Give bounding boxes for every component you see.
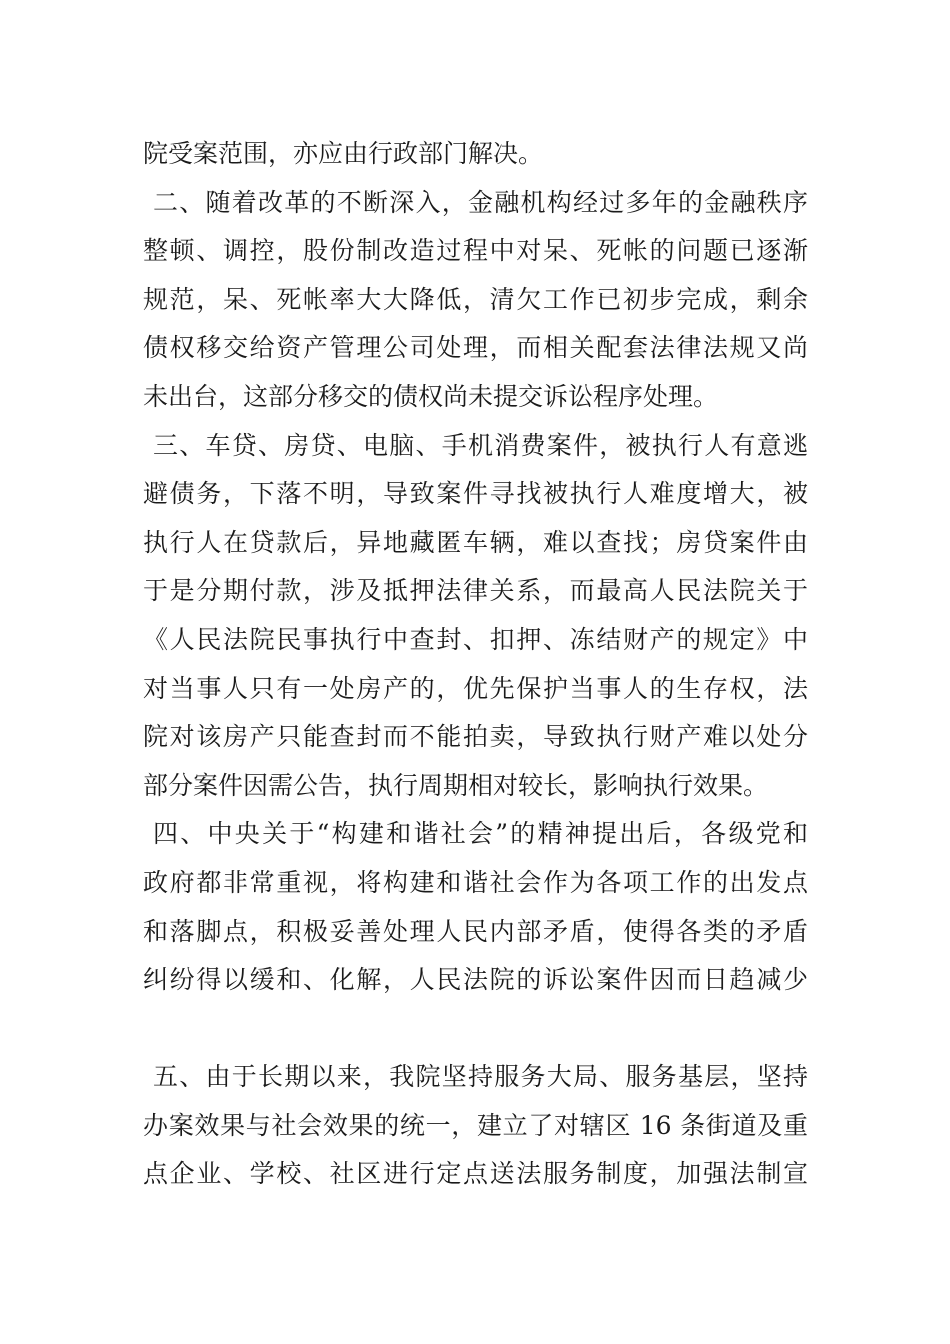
text-line: 执行人在贷款后，异地藏匿车辆，难以查找；房贷案件由 <box>143 527 808 557</box>
paragraph-3-line: 三、车贷、房贷、电脑、手机消费案件，被执行人有意逃 <box>153 430 808 460</box>
paragraph-gap <box>143 1005 808 1054</box>
text-line: 点企业、学校、社区进行定点送法服务制度，加强法制宣 <box>143 1159 808 1189</box>
text-line: 院受案范围，亦应由行政部门解决。 <box>143 139 544 168</box>
text-line: 纠纷得以缓和、化解，人民法院的诉讼案件因而日趋减少 <box>143 965 808 995</box>
text-line: 政府都非常重视，将构建和谐社会作为各项工作的出发点 <box>143 867 808 897</box>
paragraph-2-line: 二、随着改革的不断深入，金融机构经过多年的金融秩序 <box>153 187 808 217</box>
text-line: 规范，呆、死帐率大大降低，清欠工作已初步完成，剩余 <box>143 284 808 314</box>
paragraph-5-line: 五、由于长期以来，我院坚持服务大局、服务基层，坚持 <box>153 1062 808 1092</box>
paragraph-4-line: 四、中央关于“构建和谐社会”的精神提出后，各级党和 <box>153 819 808 849</box>
text-line: 和落脚点，积极妥善处理人民内部矛盾，使得各类的矛盾 <box>143 916 808 946</box>
text-line: 《人民法院民事执行中查封、扣押、冻结财产的规定》中 <box>143 624 808 654</box>
text-line: 院对该房产只能查封而不能拍卖，导致执行财产难以处分 <box>143 722 808 752</box>
text-line: 对当事人只有一处房产的，优先保护当事人的生存权，法 <box>143 673 808 703</box>
text-line: 避债务，下落不明，导致案件寻找被执行人难度增大，被 <box>143 479 808 509</box>
text-line: 于是分期付款，涉及抵押法律关系，而最高人民法院关于 <box>143 576 808 606</box>
text-line: 未出台，这部分移交的债权尚未提交诉讼程序处理。 <box>143 381 719 411</box>
text-line: 整顿、调控，股份制改造过程中对呆、死帐的问题已逐渐 <box>143 236 808 266</box>
document-body <box>143 130 808 1199</box>
text-line: 办案效果与社会效果的统一，建立了对辖区 16 条街道及重 <box>143 1110 808 1140</box>
text-line: 债权移交给资产管理公司处理，而相关配套法律法规又尚 <box>143 333 808 363</box>
text-line: 部分案件因需公告，执行周期相对较长，影响执行效果。 <box>143 770 769 800</box>
